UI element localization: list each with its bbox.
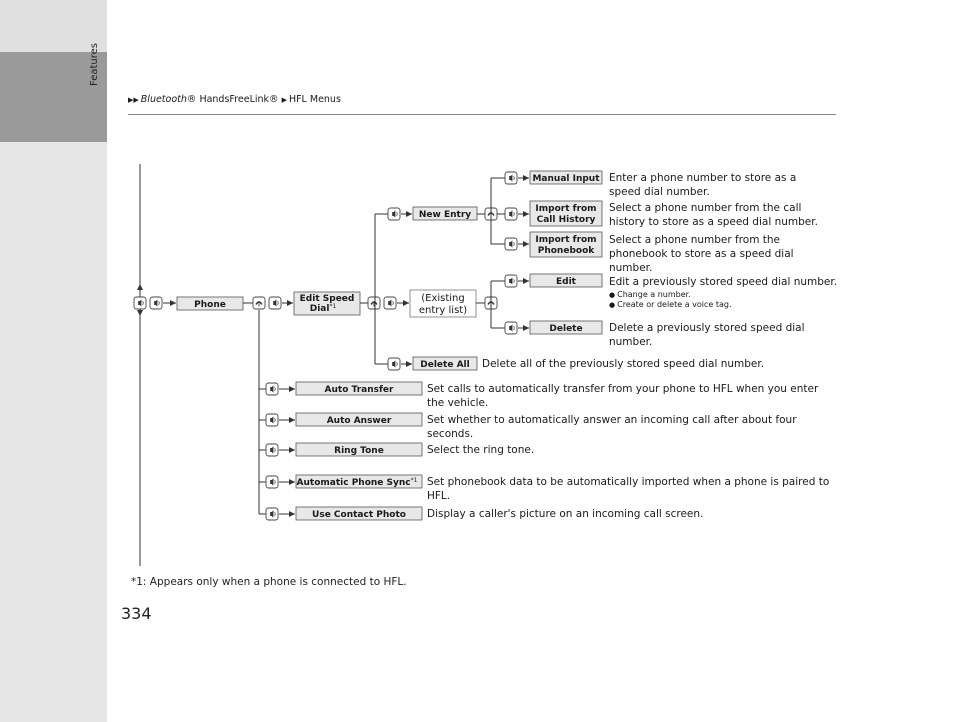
- manual-input-button[interactable]: [530, 171, 602, 184]
- auto-transfer-label: Auto Transfer: [324, 385, 394, 395]
- manual-input-label: Manual Input: [532, 174, 600, 184]
- section-label: Features: [89, 43, 100, 86]
- breadcrumb-arrow-icon: ▶▶: [128, 96, 139, 104]
- talk-button-icon: [505, 208, 517, 220]
- auto-answer-label: Auto Answer: [326, 416, 392, 426]
- import-call-history-line1: Import from: [535, 204, 597, 214]
- talk-button-icon: [266, 414, 278, 426]
- breadcrumb-registered-mark: ®: [186, 94, 197, 105]
- delete-button[interactable]: [530, 321, 602, 334]
- auto-answer-button[interactable]: [296, 413, 422, 426]
- talk-button-icon: [388, 358, 400, 370]
- import-phonebook-line1: Import from: [535, 235, 597, 245]
- svg-text:Automatic Phone Sync*1: [297, 477, 418, 488]
- breadcrumb-bluetooth: Bluetooth: [140, 94, 187, 105]
- existing-entry-line2: entry list): [418, 305, 468, 316]
- talk-button-icon: [505, 238, 517, 250]
- talk-button-icon: [266, 383, 278, 395]
- edit-button[interactable]: [530, 274, 602, 287]
- import-phonebook-description: Select a phone number from the phonebook to store as a speed dial number.: [609, 234, 794, 274]
- talk-button-icon: [266, 444, 278, 456]
- breadcrumb-handsfreelink: HandsFreeLink®: [199, 94, 279, 105]
- delete-all-description: Delete all of the previously stored speed dial number.: [482, 358, 765, 370]
- edit-bullet-list: [609, 290, 839, 310]
- import-phonebook-line2: Phonebook: [537, 246, 595, 256]
- talk-button-icon: [388, 208, 400, 220]
- pickup-button-icon: [253, 297, 265, 309]
- talk-button-icon: [134, 297, 146, 309]
- new-entry-label: New Entry: [418, 210, 472, 220]
- new-entry-button[interactable]: [413, 207, 477, 220]
- existing-entry-line1: (Existing: [421, 293, 465, 304]
- ring-tone-label: Ring Tone: [334, 446, 384, 456]
- import-from-call-history-button[interactable]: [530, 201, 602, 226]
- breadcrumb-hfl-menus: HFL Menus: [288, 94, 341, 105]
- edit-label: Edit: [556, 277, 576, 287]
- edit-speed-dial-button[interactable]: [294, 292, 360, 315]
- edit-bullet-2: ● Create or delete a voice tag.: [609, 300, 839, 310]
- talk-button-icon: [505, 322, 517, 334]
- talk-button-icon: [269, 297, 281, 309]
- breadcrumb-arrow-icon: ▶: [281, 96, 287, 104]
- auto-transfer-description: Set calls to automatically transfer from your phone to HFL when you enter the vehicle.: [427, 383, 819, 409]
- edit-bullet-1: ● Change a number.: [609, 290, 839, 300]
- edit-speed-dial-line2: Dial: [309, 304, 330, 314]
- use-contact-photo-label: Use Contact Photo: [312, 510, 406, 520]
- talk-button-icon: [266, 508, 278, 520]
- talk-button-icon: [505, 275, 517, 287]
- import-call-history-line2: Call History: [536, 215, 596, 225]
- auto-answer-description: Set whether to automatically answer an incoming call after about four seconds.: [427, 414, 797, 440]
- page-number: 334: [121, 604, 152, 623]
- footnote: *1: Appears only when a phone is connected to HFL.: [131, 576, 407, 588]
- edit-description: [609, 275, 839, 310]
- pickup-button-icon: [368, 297, 380, 309]
- delete-label: Delete: [549, 324, 583, 334]
- use-contact-photo-button[interactable]: [296, 507, 422, 520]
- use-contact-photo-description: Display a caller's picture on an incoming call screen.: [427, 508, 704, 520]
- automatic-phone-sync-description: Set phonebook data to be automatically imported when a phone is paired to HFL.: [427, 476, 830, 502]
- edit-speed-dial-line1: Edit Speed: [299, 294, 355, 304]
- manual-input-description: Enter a phone number to store as a speed dial number.: [609, 172, 797, 198]
- talk-button-icon: [150, 297, 162, 309]
- delete-all-label: Delete All: [420, 360, 470, 370]
- phone-menu-button[interactable]: [177, 297, 243, 310]
- automatic-phone-sync-sup: *1: [410, 477, 418, 484]
- talk-button-icon: [505, 172, 517, 184]
- existing-entry-list[interactable]: [410, 290, 476, 317]
- delete-description: Delete a previously stored speed dial number.: [609, 322, 805, 348]
- talk-button-icon: [384, 297, 396, 309]
- import-call-history-description: Select a phone number from the call history to store as a speed dial number.: [609, 202, 818, 228]
- ring-tone-description: Select the ring tone.: [427, 444, 535, 456]
- automatic-phone-sync-label: Automatic Phone Sync: [296, 478, 411, 488]
- phone-label: Phone: [194, 300, 226, 310]
- delete-all-button[interactable]: [413, 357, 477, 370]
- auto-transfer-button[interactable]: [296, 382, 422, 395]
- talk-button-icon: [266, 476, 278, 488]
- edit-description-text: Edit a previously stored speed dial number.: [609, 276, 838, 288]
- edit-speed-dial-sup: *1: [329, 303, 337, 310]
- ring-tone-button[interactable]: [296, 443, 422, 456]
- import-from-phonebook-button[interactable]: [530, 232, 602, 257]
- automatic-phone-sync-button[interactable]: [296, 475, 422, 488]
